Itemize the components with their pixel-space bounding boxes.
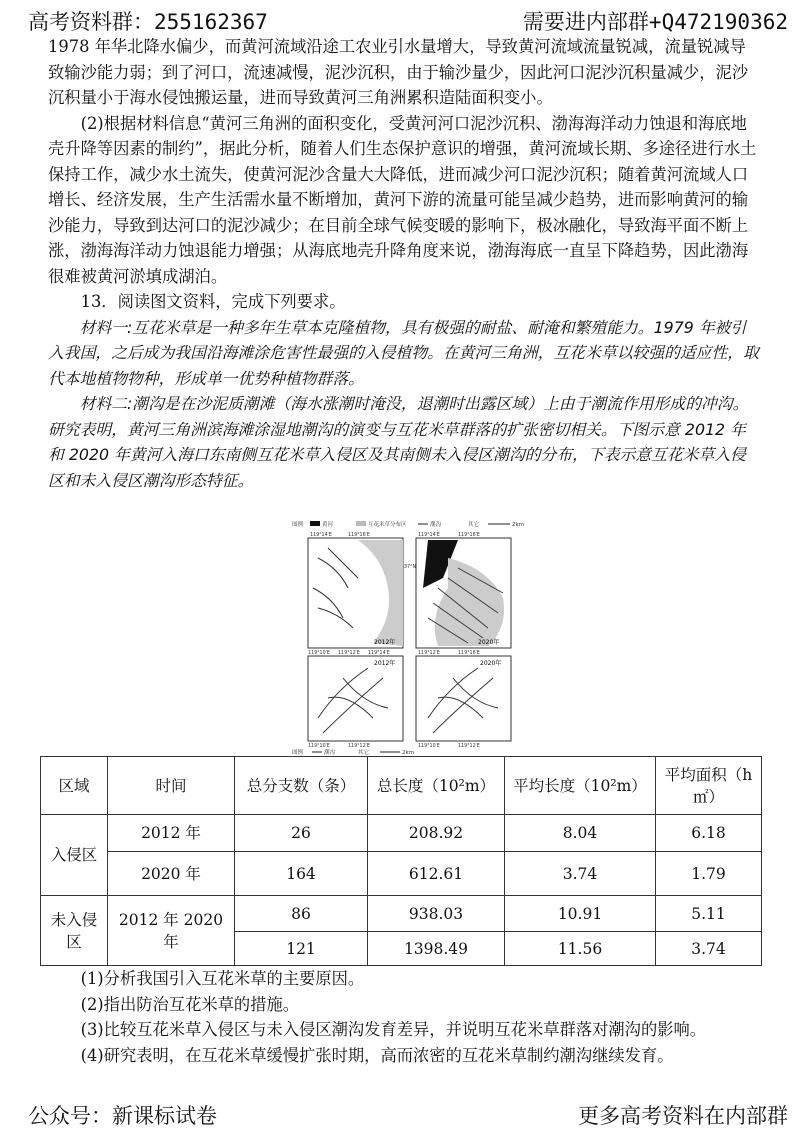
- lat-label: 37°N: [404, 565, 417, 570]
- svg-text:图例: 图例: [292, 750, 304, 756]
- answer-part-2: (2)根据材料信息“黄河三角洲的面积变化，受黄河河口泥沙沉积、渤海海洋动力蚀退和海底地壳升降等因素的制约”，据此分析，随着人们生态保护意识的增强，黄河流域长期、多途径进行水土保持工作，减少水土流失，使黄河泥沙含量大大降低，进而减少河口泥沙沉积；随着黄河流域人口增长、经济发展，生产生活需水量不断增加，黄河下游的流量可能呈减少趋势，进而影响黄河的输沙能力，导致到达河口的泥沙减少；在目前全球气候变暖的影响下，极冰融化，导致海平面不断上涨，渤海海洋动力蚀退能力增强；从海底地壳升降角度来说，渤海海底一直呈下降趋势，因此渤海很难被黄河淤填成湖泊。: [48, 113, 757, 286]
- tidal-creek-table: [40, 756, 762, 966]
- panel-2012-invaded: [308, 538, 403, 648]
- svg-text:其它: 其它: [358, 750, 370, 756]
- answer-continuation: 1978 年华北降水偏少，而黄河流域沿途工农业引水量增大，导致黄河流域流量锐减，流量锐减导致输沙能力弱；到了河口，流速减慢，泥沙沉积，由于输沙量少，因此河口泥沙沉积量减少，泥沙沉积量小于海水侵蚀搬运量，进而导致黄河三角洲累积造陆面积变小。: [48, 37, 749, 107]
- material-1: 材料一:互花米草是一种多年生草本克隆植物，具有极强的耐盐、耐淹和繁殖能力。1979 年被引入我国，之后成为我国沿海滩涂危害性最强的入侵植物。在黄河三角洲，互花米草以较强的适应性，取代本地植物物种，形成单一优势种植物群落。: [48, 317, 759, 388]
- svg-text:119°12′E: 119°12′E: [338, 651, 360, 656]
- svg-text:119°12′E: 119°12′E: [458, 744, 480, 749]
- table-row: 121 1398.49 11.56 3.74: [41, 932, 762, 966]
- question-1: (1)分析我国引入互花米草的主要原因。: [80, 969, 365, 988]
- page-header: [0, 6, 800, 36]
- svg-text:119°10′E: 119°10′E: [308, 651, 330, 656]
- svg-text:119°12′E: 119°12′E: [418, 651, 440, 656]
- table-header-row: [41, 757, 762, 815]
- th-avg-length: 平均长度（10²m）: [505, 757, 656, 815]
- panel-d-year: 2020年: [480, 660, 502, 667]
- th-avg-area: 平均面积（h㎡）: [656, 757, 762, 815]
- svg-text:119°14′E: 119°14′E: [368, 651, 390, 656]
- panel-2020-invaded: [416, 538, 511, 648]
- th-region: 区域: [41, 757, 108, 815]
- footer-right: 更多高考资料在内部群: [578, 1104, 788, 1128]
- svg-text:119°16′E: 119°16′E: [458, 651, 480, 656]
- panel-b-year: 2020年: [478, 639, 500, 646]
- svg-text:119°16′E: 119°16′E: [348, 533, 370, 538]
- header-left: 高考资料群：255162367: [28, 10, 268, 34]
- tidal-creek-map-figure: [288, 518, 528, 756]
- question-13-stem: 13．阅读图文资料，完成下列要求。: [80, 292, 346, 311]
- panel-a-year: 2012年: [374, 639, 396, 646]
- svg-text:119°10′E: 119°10′E: [418, 744, 440, 749]
- question-4: (4)研究表明，在互花米草缓慢扩张时期，高而浓密的互花米草制约潮沟继续发育。: [80, 1045, 674, 1065]
- document-body: [48, 34, 760, 493]
- svg-text:119°10′E: 119°10′E: [308, 744, 330, 749]
- svg-text:119°16′E: 119°16′E: [458, 533, 480, 538]
- header-right: 需要进内部群+Q472190362: [522, 10, 788, 34]
- footer-left: 公众号：新课标试卷: [28, 1104, 217, 1128]
- legend-spartina-label: 互花米草分布区: [368, 522, 407, 528]
- th-total-length: 总长度（10²m）: [368, 757, 505, 815]
- panel-c-year: 2012年: [374, 660, 396, 667]
- question-2: (2)指出防治互花米草的措施。: [80, 994, 300, 1014]
- panel-2012-uninvaded: [308, 656, 403, 741]
- th-branches: 总分支数（条）: [235, 757, 368, 815]
- legend-other-label: 其它: [468, 522, 480, 528]
- table-row: 2020 年 164 612.61 3.74 1.79: [41, 852, 762, 896]
- sub-questions: [48, 966, 760, 1068]
- legend-river-swatch: [310, 521, 320, 526]
- panel-2020-uninvaded: [416, 656, 511, 741]
- svg-text:119°14′E: 119°14′E: [418, 533, 440, 538]
- svg-text:2km: 2km: [402, 750, 415, 756]
- material-2: 材料二:潮沟是在沙泥质潮滩（海水涨潮时淹没，退潮时出露区域）上由于潮流作用形成的冲沟。研究表明，黄河三角洲滨海滩涂湿地潮沟的演变与互花米草群落的扩张密切相关。下图示意 2012 年和 2020 年黄河入海口东南侧互花米草入侵区及其南侧未入侵区潮沟的分布，下表示意互花米草入侵区和未入侵区潮沟形态特征。: [48, 394, 749, 490]
- th-time: 时间: [108, 757, 235, 815]
- table-row: 未入侵区 2012 年 2020 年 86 938.03 10.91 5.11: [41, 896, 762, 932]
- legend-spartina-swatch: [356, 521, 366, 526]
- question-3: (3)比较互花米草入侵区与未入侵区潮沟发育差异，并说明互花米草群落对潮沟的影响。: [80, 1020, 707, 1039]
- svg-text:119°12′E: 119°12′E: [348, 744, 370, 749]
- legend-creek-label: 潮沟: [430, 522, 442, 528]
- legend-top-label: 图例: [292, 522, 304, 528]
- svg-text:潮沟: 潮沟: [324, 750, 336, 756]
- legend-scale-label: 2km: [512, 522, 525, 528]
- svg-text:119°14′E: 119°14′E: [310, 533, 332, 538]
- legend-river-label: 黄河: [322, 522, 334, 528]
- table-row: 入侵区 2012 年 26 208.92 8.04 6.18: [41, 815, 762, 852]
